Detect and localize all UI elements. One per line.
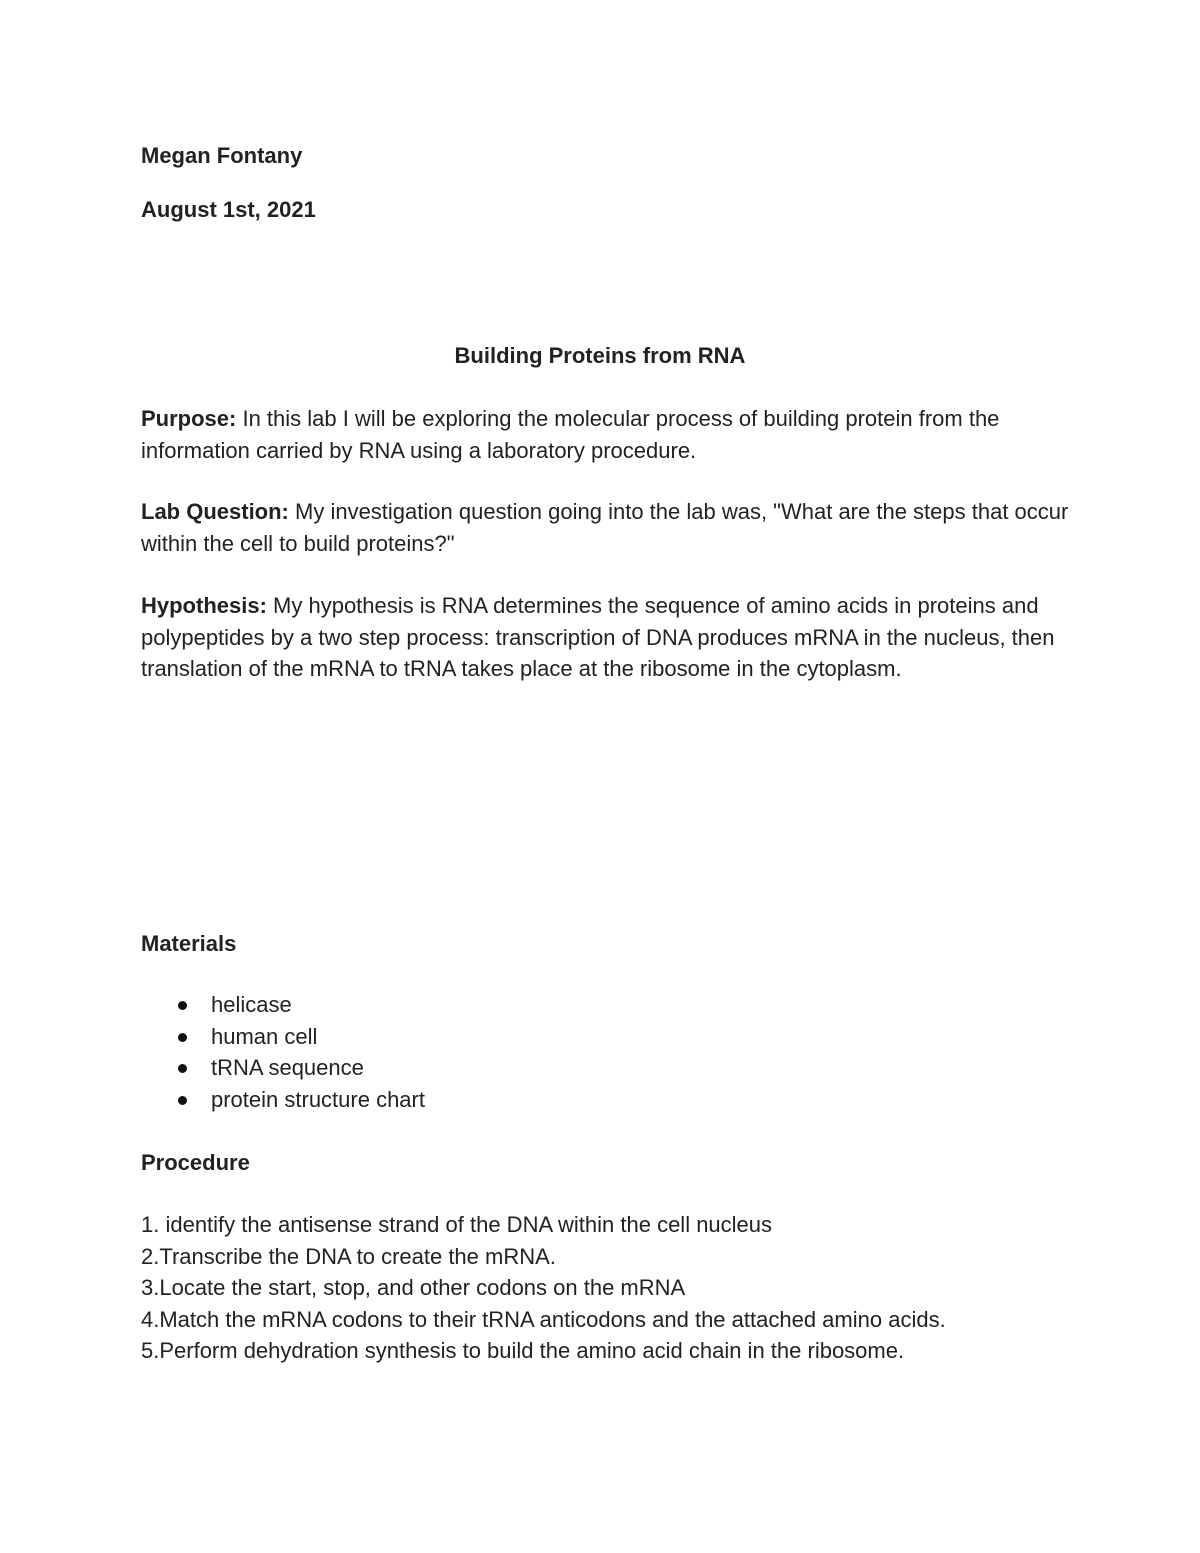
purpose-text: In this lab I will be exploring the molecular process of building protein from the information carried by RNA using a laboratory procedure. bbox=[141, 406, 1000, 463]
material-item: tRNA sequence bbox=[211, 1055, 364, 1080]
hypothesis-paragraph bbox=[141, 590, 1071, 685]
lab-question-paragraph bbox=[141, 496, 1071, 559]
lab-question-text: My investigation question going into the lab was, "What are the steps that occur within the cell to build proteins?" bbox=[141, 499, 1069, 556]
procedure-step: 4.Match the mRNA codons to their tRNA anticodons and the attached amino acids. bbox=[141, 1306, 946, 1332]
bullet-icon bbox=[178, 1096, 187, 1105]
procedure-list bbox=[141, 1209, 946, 1367]
bullet-icon bbox=[178, 1064, 187, 1073]
list-item bbox=[141, 1052, 425, 1084]
purpose-label: Purpose: bbox=[141, 406, 237, 431]
list-item bbox=[141, 1084, 425, 1116]
list-item bbox=[141, 989, 425, 1021]
purpose-paragraph bbox=[141, 403, 1071, 466]
procedure-step: 5.Perform dehydration synthesis to build the amino acid chain in the ribosome. bbox=[141, 1338, 905, 1363]
procedure-step: 2.Transcribe the DNA to create the mRNA. bbox=[141, 1243, 556, 1269]
hypothesis-text: My hypothesis is RNA determines the sequence of amino acids in proteins and polypeptides by a two step process: transcription of DNA produces mRNA in the nucleus, then translation of the mRNA to tRNA takes place at the ribosome in the cytoplasm. bbox=[141, 593, 1055, 681]
procedure-heading: Procedure bbox=[141, 1150, 250, 1175]
lab-question-label: Lab Question: bbox=[141, 499, 289, 524]
document-date: August 1st, 2021 bbox=[141, 197, 316, 222]
hypothesis-label: Hypothesis: bbox=[141, 593, 267, 618]
document-title: Building Proteins from RNA bbox=[454, 343, 746, 368]
author-name: Megan Fontany bbox=[141, 143, 303, 168]
material-item: protein structure chart bbox=[211, 1086, 425, 1112]
bullet-icon bbox=[178, 1001, 187, 1010]
materials-heading: Materials bbox=[141, 931, 237, 956]
bullet-icon bbox=[178, 1033, 187, 1042]
materials-list bbox=[141, 989, 425, 1115]
material-item: human cell bbox=[211, 1023, 318, 1049]
material-item: helicase bbox=[211, 992, 292, 1017]
procedure-step: 3.Locate the start, stop, and other codons on the mRNA bbox=[141, 1275, 686, 1300]
procedure-step: 1. identify the antisense strand of the DNA within the cell nucleus bbox=[141, 1212, 773, 1237]
list-item bbox=[141, 1021, 425, 1053]
